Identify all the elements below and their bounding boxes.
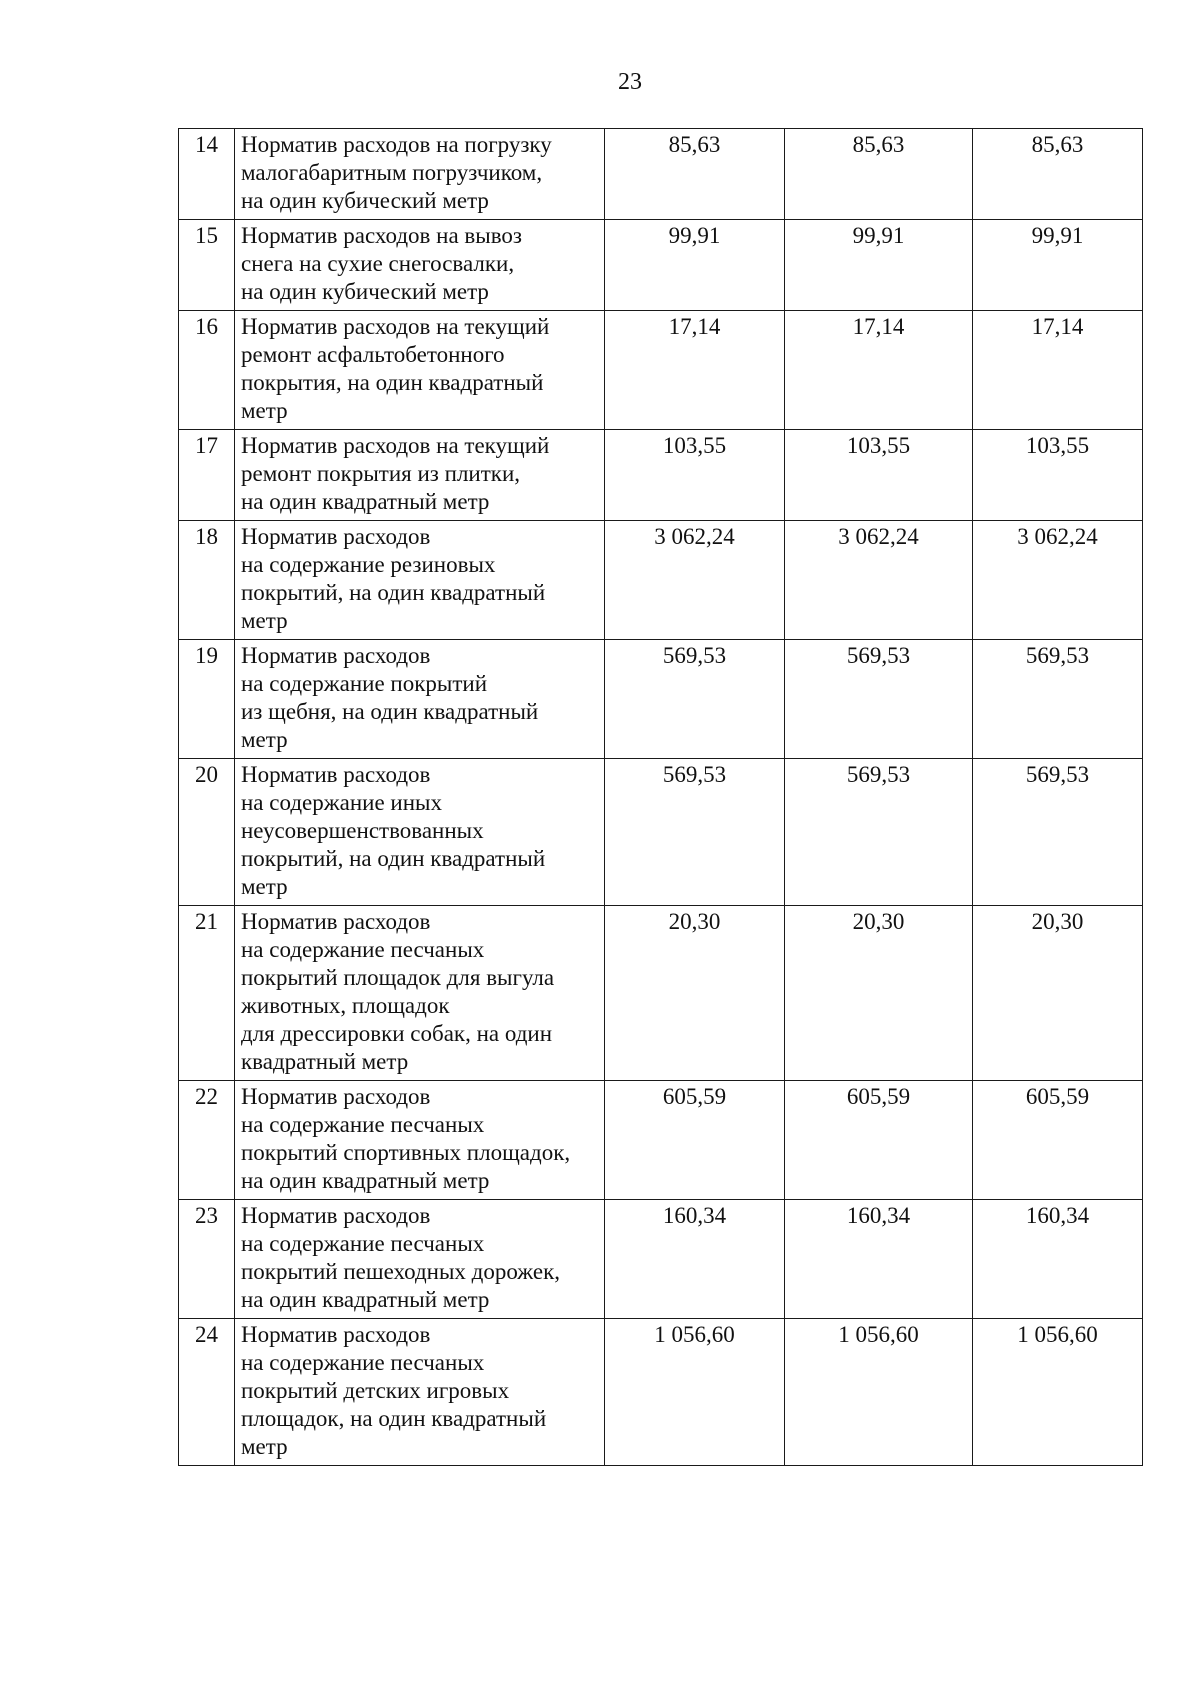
table-row: [179, 906, 1143, 1081]
value-col-2: 605,59: [785, 1081, 973, 1200]
description-line: метр: [241, 1434, 288, 1459]
description-line: Норматив расходов: [241, 909, 431, 934]
value-col-1: 85,63: [605, 129, 785, 220]
description-line: из щебня, на один квадратный: [241, 699, 539, 724]
description-line: на содержание резиновых: [241, 552, 496, 577]
description-line: ремонт покрытия из плитки,: [241, 461, 521, 486]
description-line: на один квадратный метр: [241, 1168, 490, 1193]
row-number: 16: [179, 311, 235, 430]
value-col-1: 569,53: [605, 759, 785, 906]
value-col-3: 160,34: [973, 1200, 1143, 1319]
table-row: [179, 640, 1143, 759]
row-number: 19: [179, 640, 235, 759]
value-col-3: 605,59: [973, 1081, 1143, 1200]
description-line: малогабаритным погрузчиком,: [241, 160, 543, 185]
row-number: 22: [179, 1081, 235, 1200]
description-line: на один кубический метр: [241, 188, 489, 213]
description-line: Норматив расходов на текущий: [241, 314, 550, 339]
table-row: [179, 521, 1143, 640]
row-description: [235, 430, 605, 521]
value-col-3: 569,53: [973, 640, 1143, 759]
description-line: на содержание песчаных: [241, 1231, 485, 1256]
value-col-3: 103,55: [973, 430, 1143, 521]
description-line: Норматив расходов на вывоз: [241, 223, 522, 248]
description-line: покрытий площадок для выгула: [241, 965, 555, 990]
value-col-2: 17,14: [785, 311, 973, 430]
description-line: снега на сухие снегосвалки,: [241, 251, 515, 276]
value-col-3: 99,91: [973, 220, 1143, 311]
description-line: на содержание покрытий: [241, 671, 488, 696]
value-col-2: 20,30: [785, 906, 973, 1081]
row-number: 23: [179, 1200, 235, 1319]
description-line: покрытий детских игровых: [241, 1378, 510, 1403]
description-line: на содержание песчаных: [241, 1350, 485, 1375]
row-number: 18: [179, 521, 235, 640]
page-number: 23: [618, 69, 642, 95]
norms-table-body: [179, 129, 1143, 1466]
value-col-2: 160,34: [785, 1200, 973, 1319]
description-line: площадок, на один квадратный: [241, 1406, 547, 1431]
row-description: [235, 906, 605, 1081]
value-col-1: 160,34: [605, 1200, 785, 1319]
row-description: [235, 1081, 605, 1200]
table-row: [179, 129, 1143, 220]
row-description: [235, 640, 605, 759]
table-row: [179, 1319, 1143, 1466]
description-line: метр: [241, 398, 288, 423]
value-col-1: 605,59: [605, 1081, 785, 1200]
description-line: покрытий, на один квадратный: [241, 846, 546, 871]
description-line: покрытия, на один квадратный: [241, 370, 544, 395]
description-line: Норматив расходов: [241, 643, 431, 668]
value-col-3: 3 062,24: [973, 521, 1143, 640]
row-number: 21: [179, 906, 235, 1081]
row-description: [235, 1200, 605, 1319]
description-line: животных, площадок: [241, 993, 450, 1018]
description-line: Норматив расходов: [241, 1084, 431, 1109]
value-col-1: 99,91: [605, 220, 785, 311]
description-line: на один квадратный метр: [241, 489, 490, 514]
description-line: Норматив расходов: [241, 1322, 431, 1347]
description-line: ремонт асфальтобетонного: [241, 342, 505, 367]
description-line: квадратный метр: [241, 1049, 409, 1074]
description-line: Норматив расходов: [241, 762, 431, 787]
description-line: на один квадратный метр: [241, 1287, 490, 1312]
description-line: на содержание песчаных: [241, 937, 485, 962]
row-description: [235, 759, 605, 906]
row-description: [235, 129, 605, 220]
description-line: Норматив расходов на погрузку: [241, 132, 552, 157]
table-row: [179, 220, 1143, 311]
description-line: метр: [241, 608, 288, 633]
value-col-3: 1 056,60: [973, 1319, 1143, 1466]
row-number: 24: [179, 1319, 235, 1466]
value-col-1: 1 056,60: [605, 1319, 785, 1466]
row-number: 15: [179, 220, 235, 311]
value-col-2: 569,53: [785, 759, 973, 906]
description-line: на один кубический метр: [241, 279, 489, 304]
description-line: на содержание песчаных: [241, 1112, 485, 1137]
row-description: [235, 220, 605, 311]
row-description: [235, 1319, 605, 1466]
value-col-1: 569,53: [605, 640, 785, 759]
value-col-2: 99,91: [785, 220, 973, 311]
row-description: [235, 521, 605, 640]
table-row: [179, 1081, 1143, 1200]
row-number: 20: [179, 759, 235, 906]
row-number: 14: [179, 129, 235, 220]
description-line: метр: [241, 727, 288, 752]
description-line: покрытий спортивных площадок,: [241, 1140, 571, 1165]
description-line: Норматив расходов: [241, 524, 431, 549]
table-row: [179, 311, 1143, 430]
value-col-1: 3 062,24: [605, 521, 785, 640]
value-col-2: 1 056,60: [785, 1319, 973, 1466]
norms-table: [178, 128, 1143, 1466]
description-line: для дрессировки собак, на один: [241, 1021, 553, 1046]
description-line: Норматив расходов: [241, 1203, 431, 1228]
value-col-1: 103,55: [605, 430, 785, 521]
value-col-3: 569,53: [973, 759, 1143, 906]
description-line: Норматив расходов на текущий: [241, 433, 550, 458]
value-col-2: 3 062,24: [785, 521, 973, 640]
value-col-3: 85,63: [973, 129, 1143, 220]
row-number: 17: [179, 430, 235, 521]
table-row: [179, 759, 1143, 906]
value-col-1: 17,14: [605, 311, 785, 430]
value-col-3: 20,30: [973, 906, 1143, 1081]
value-col-2: 103,55: [785, 430, 973, 521]
value-col-3: 17,14: [973, 311, 1143, 430]
description-line: на содержание иных: [241, 790, 442, 815]
value-col-2: 569,53: [785, 640, 973, 759]
row-description: [235, 311, 605, 430]
description-line: покрытий, на один квадратный: [241, 580, 546, 605]
value-col-1: 20,30: [605, 906, 785, 1081]
value-col-2: 85,63: [785, 129, 973, 220]
table-row: [179, 1200, 1143, 1319]
table-row: [179, 430, 1143, 521]
description-line: покрытий пешеходных дорожек,: [241, 1259, 561, 1284]
description-line: неусовершенствованных: [241, 818, 484, 843]
description-line: метр: [241, 874, 288, 899]
